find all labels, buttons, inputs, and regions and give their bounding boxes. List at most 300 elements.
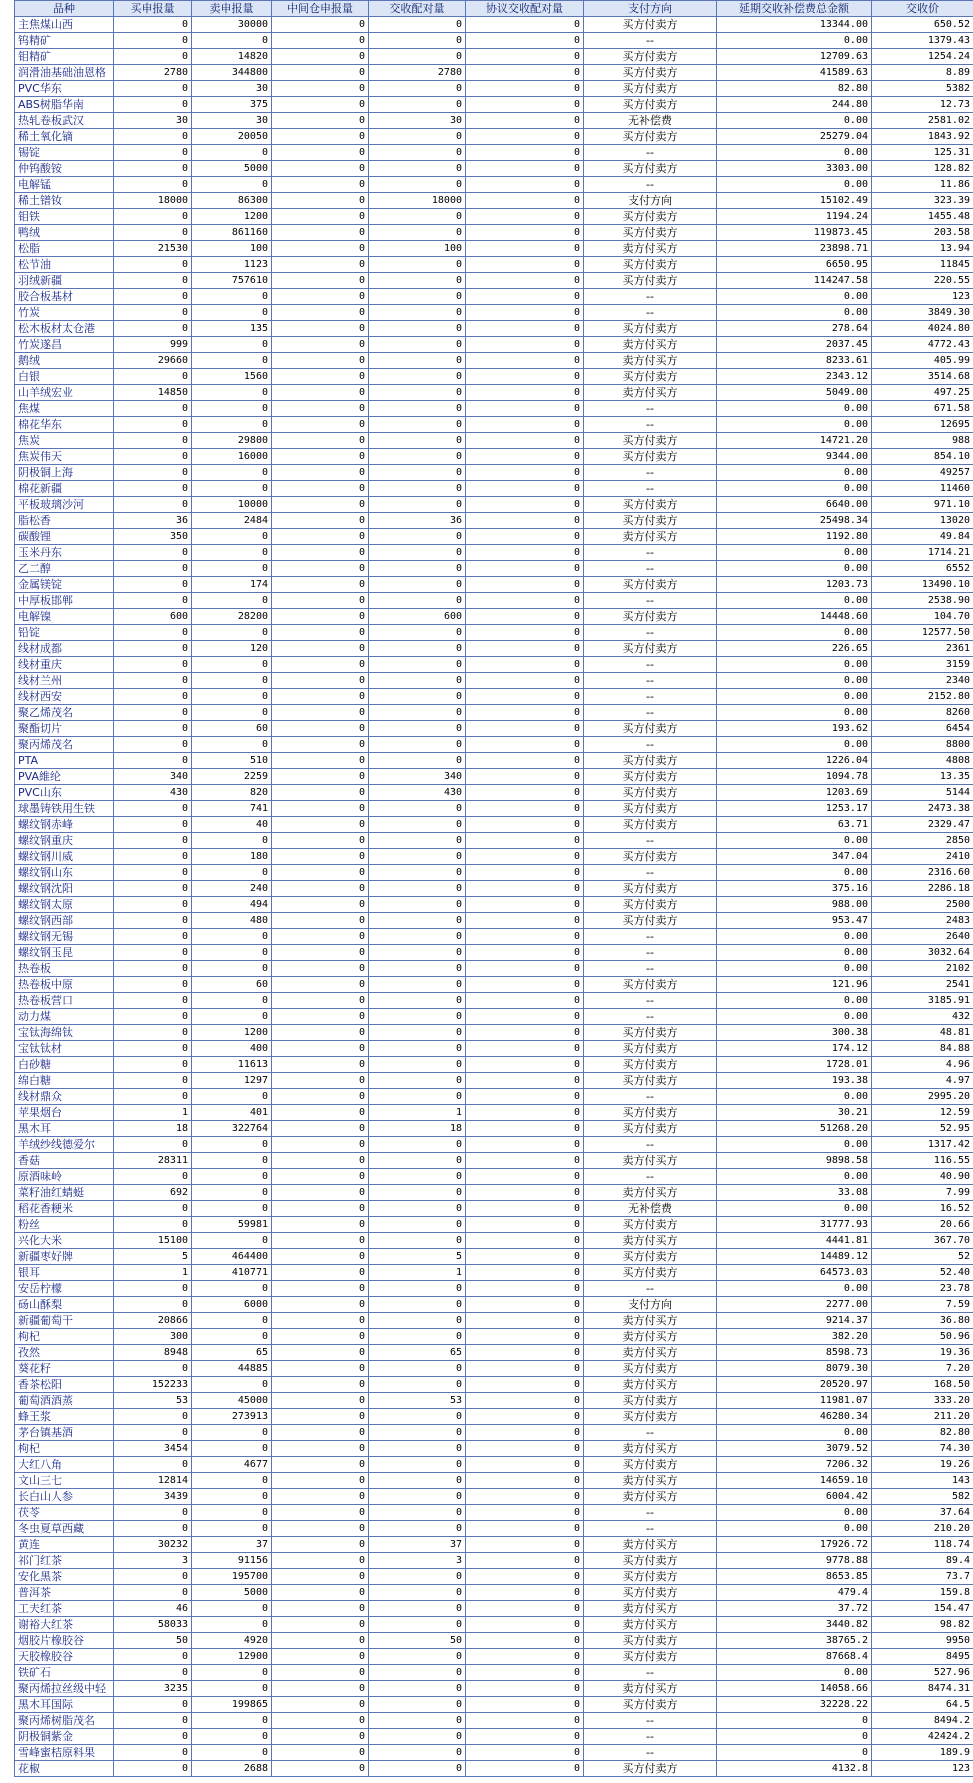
agreement-qty-cell: 0 [466,913,584,929]
sell-qty-cell: 2259 [192,769,272,785]
matched-qty-cell: 0 [369,673,466,689]
settlement-price-cell: 9950 [872,1633,973,1649]
matched-qty-cell: 0 [369,1025,466,1041]
table-row [15,1489,973,1505]
agreement-qty-cell: 0 [466,513,584,529]
settlement-price-cell: 4.97 [872,1073,973,1089]
buy-qty-cell: 3454 [114,1441,192,1457]
settlement-price-cell: 104.70 [872,609,973,625]
intermediate-qty-cell: 0 [272,1329,369,1345]
settlement-table-container [14,0,973,1777]
table-row [15,1265,973,1281]
intermediate-qty-cell: 0 [272,209,369,225]
settlement-price-cell: 8495 [872,1649,973,1665]
matched-qty-cell: 1 [369,1105,466,1121]
matched-qty-cell: 100 [369,241,466,257]
sell-qty-cell: 0 [192,177,272,193]
variety-cell: 焦炭 [15,433,114,449]
matched-qty-cell: 0 [369,257,466,273]
intermediate-qty-cell: 0 [272,1713,369,1729]
compensation-cell: 32228.22 [717,1697,872,1713]
payment-direction-cell: 卖方付买方 [584,1185,717,1201]
intermediate-qty-cell: 0 [272,593,369,609]
agreement-qty-cell: 0 [466,257,584,273]
settlement-price-cell: 3849.30 [872,305,973,321]
settlement-price-cell: 2541 [872,977,973,993]
matched-qty-cell: 0 [369,1457,466,1473]
variety-cell: 热卷板营口 [15,993,114,1009]
matched-qty-cell: 0 [369,961,466,977]
payment-direction-cell: -- [584,177,717,193]
table-row [15,1425,973,1441]
compensation-cell: 0.00 [717,1521,872,1537]
payment-direction-cell: 买方付卖方 [584,1761,717,1777]
table-row [15,897,973,913]
variety-cell: 茅台镇基酒 [15,1425,114,1441]
intermediate-qty-cell: 0 [272,273,369,289]
variety-cell: 仲钨酸铵 [15,161,114,177]
intermediate-qty-cell: 0 [272,1361,369,1377]
compensation-cell: 6004.42 [717,1489,872,1505]
agreement-qty-cell: 0 [466,1761,584,1777]
payment-direction-cell: -- [584,1281,717,1297]
compensation-cell: 2277.00 [717,1297,872,1313]
intermediate-qty-cell: 0 [272,1233,369,1249]
buy-qty-cell: 0 [114,305,192,321]
agreement-qty-cell: 0 [466,129,584,145]
compensation-cell: 382.20 [717,1329,872,1345]
matched-qty-cell: 0 [369,1057,466,1073]
agreement-qty-cell: 0 [466,1265,584,1281]
compensation-cell: 0.00 [717,545,872,561]
header-agreement-qty: 协议交收配对量 [466,1,584,17]
compensation-cell: 0.00 [717,737,872,753]
compensation-cell: 51268.20 [717,1121,872,1137]
intermediate-qty-cell: 0 [272,945,369,961]
compensation-cell: 4441.81 [717,1233,872,1249]
compensation-cell: 0.00 [717,593,872,609]
intermediate-qty-cell: 0 [272,1057,369,1073]
compensation-cell: 25498.34 [717,513,872,529]
payment-direction-cell: 买方付卖方 [584,753,717,769]
settlement-price-cell: 1714.21 [872,545,973,561]
compensation-cell: 14489.12 [717,1249,872,1265]
settlement-price-cell: 1254.24 [872,49,973,65]
intermediate-qty-cell: 0 [272,1489,369,1505]
variety-cell: 电解镍 [15,609,114,625]
matched-qty-cell: 0 [369,33,466,49]
table-row [15,961,973,977]
payment-direction-cell: 买方付卖方 [584,81,717,97]
payment-direction-cell: -- [584,1169,717,1185]
intermediate-qty-cell: 0 [272,1265,369,1281]
intermediate-qty-cell: 0 [272,177,369,193]
payment-direction-cell: 卖方付买方 [584,385,717,401]
agreement-qty-cell: 0 [466,161,584,177]
compensation-cell: 64573.03 [717,1265,872,1281]
sell-qty-cell: 0 [192,337,272,353]
compensation-cell: 14659.10 [717,1473,872,1489]
buy-qty-cell: 0 [114,417,192,433]
agreement-qty-cell: 0 [466,225,584,241]
buy-qty-cell: 3235 [114,1681,192,1697]
buy-qty-cell: 0 [114,833,192,849]
sell-qty-cell: 1560 [192,369,272,385]
intermediate-qty-cell: 0 [272,865,369,881]
settlement-price-cell: 1843.92 [872,129,973,145]
compensation-cell: 114247.58 [717,273,872,289]
buy-qty-cell: 0 [114,545,192,561]
settlement-price-cell: 5144 [872,785,973,801]
table-row [15,625,973,641]
table-row [15,1633,973,1649]
variety-cell: 茯苓 [15,1505,114,1521]
sell-qty-cell: 14820 [192,49,272,65]
variety-cell: 宝钛钛材 [15,1041,114,1057]
table-row [15,1521,973,1537]
intermediate-qty-cell: 0 [272,145,369,161]
matched-qty-cell: 0 [369,1297,466,1313]
matched-qty-cell: 0 [369,801,466,817]
agreement-qty-cell: 0 [466,385,584,401]
intermediate-qty-cell: 0 [272,1601,369,1617]
matched-qty-cell: 0 [369,1665,466,1681]
settlement-price-cell: 2361 [872,641,973,657]
payment-direction-cell: 支付方向 [584,193,717,209]
variety-cell: PVC华东 [15,81,114,97]
buy-qty-cell: 0 [114,897,192,913]
agreement-qty-cell: 0 [466,1249,584,1265]
buy-qty-cell: 340 [114,769,192,785]
settlement-price-cell: 13.94 [872,241,973,257]
sell-qty-cell: 100 [192,241,272,257]
sell-qty-cell: 0 [192,1313,272,1329]
settlement-price-cell: 8800 [872,737,973,753]
payment-direction-cell: 买方付卖方 [584,1265,717,1281]
compensation-cell: 0.00 [717,289,872,305]
table-row [15,737,973,753]
settlement-price-cell: 2102 [872,961,973,977]
payment-direction-cell: 买方付卖方 [584,977,717,993]
sell-qty-cell: 0 [192,385,272,401]
intermediate-qty-cell: 0 [272,1745,369,1761]
sell-qty-cell: 0 [192,1505,272,1521]
compensation-cell: 1192.80 [717,529,872,545]
intermediate-qty-cell: 0 [272,321,369,337]
intermediate-qty-cell: 0 [272,977,369,993]
table-row [15,465,973,481]
sell-qty-cell: 30 [192,81,272,97]
table-row [15,497,973,513]
intermediate-qty-cell: 0 [272,33,369,49]
variety-cell: 脂松香 [15,513,114,529]
variety-cell: 花椒 [15,1761,114,1777]
sell-qty-cell: 60 [192,977,272,993]
buy-qty-cell: 0 [114,289,192,305]
variety-cell: 新疆枣好牌 [15,1249,114,1265]
variety-cell: 竹炭 [15,305,114,321]
buy-qty-cell: 0 [114,1217,192,1233]
sell-qty-cell: 344800 [192,65,272,81]
agreement-qty-cell: 0 [466,209,584,225]
matched-qty-cell: 0 [369,321,466,337]
settlement-price-cell: 13020 [872,513,973,529]
payment-direction-cell: 卖方付买方 [584,1617,717,1633]
buy-qty-cell: 0 [114,481,192,497]
intermediate-qty-cell: 0 [272,385,369,401]
variety-cell: 羽绒新疆 [15,273,114,289]
settlement-price-cell: 8474.31 [872,1681,973,1697]
compensation-cell: 0.00 [717,177,872,193]
intermediate-qty-cell: 0 [272,513,369,529]
payment-direction-cell: 买方付卖方 [584,641,717,657]
sell-qty-cell: 174 [192,577,272,593]
intermediate-qty-cell: 0 [272,1009,369,1025]
compensation-cell: 1094.78 [717,769,872,785]
buy-qty-cell: 12814 [114,1473,192,1489]
buy-qty-cell: 0 [114,1297,192,1313]
payment-direction-cell: 卖方付买方 [584,1489,717,1505]
settlement-price-cell: 203.58 [872,225,973,241]
matched-qty-cell: 2780 [369,65,466,81]
agreement-qty-cell: 0 [466,1153,584,1169]
settlement-price-cell: 123 [872,1761,973,1777]
compensation-cell: 0 [717,1713,872,1729]
settlement-price-cell: 8260 [872,705,973,721]
sell-qty-cell: 0 [192,705,272,721]
table-row [15,689,973,705]
agreement-qty-cell: 0 [466,497,584,513]
matched-qty-cell: 0 [369,1617,466,1633]
settlement-price-cell: 7.20 [872,1361,973,1377]
settlement-price-cell: 671.58 [872,401,973,417]
agreement-qty-cell: 0 [466,1729,584,1745]
buy-qty-cell: 0 [114,705,192,721]
variety-cell: 松脂 [15,241,114,257]
sell-qty-cell: 0 [192,689,272,705]
buy-qty-cell: 0 [114,1569,192,1585]
buy-qty-cell: 0 [114,1281,192,1297]
settlement-price-cell: 4.96 [872,1057,973,1073]
table-row [15,385,973,401]
buy-qty-cell: 0 [114,1521,192,1537]
compensation-cell: 37.72 [717,1601,872,1617]
buy-qty-cell: 0 [114,1009,192,1025]
variety-cell: 聚丙烯树脂茂名 [15,1713,114,1729]
matched-qty-cell: 0 [369,17,466,33]
table-row [15,1585,973,1601]
header-compensation-total: 延期交收补偿费总金额 [717,1,872,17]
matched-qty-cell: 0 [369,705,466,721]
table-row [15,1137,973,1153]
compensation-cell: 8079.30 [717,1361,872,1377]
matched-qty-cell: 0 [369,545,466,561]
agreement-qty-cell: 0 [466,945,584,961]
intermediate-qty-cell: 0 [272,257,369,273]
compensation-cell: 12709.63 [717,49,872,65]
compensation-cell: 14058.66 [717,1681,872,1697]
sell-qty-cell: 5000 [192,1585,272,1601]
settlement-price-cell: 123 [872,289,973,305]
settlement-price-cell: 84.88 [872,1041,973,1057]
compensation-cell: 0.00 [717,1169,872,1185]
settlement-price-cell: 7.59 [872,1297,973,1313]
table-row [15,1041,973,1057]
payment-direction-cell: 买方付卖方 [584,225,717,241]
compensation-cell: 87668.4 [717,1649,872,1665]
sell-qty-cell: 375 [192,97,272,113]
matched-qty-cell: 0 [369,1089,466,1105]
compensation-cell: 0.00 [717,705,872,721]
settlement-price-cell: 42424.2 [872,1729,973,1745]
sell-qty-cell: 0 [192,401,272,417]
variety-cell: PVC山东 [15,785,114,801]
variety-cell: 胶合板基材 [15,289,114,305]
sell-qty-cell: 91156 [192,1553,272,1569]
intermediate-qty-cell: 0 [272,1345,369,1361]
settlement-price-cell: 189.9 [872,1745,973,1761]
payment-direction-cell: -- [584,689,717,705]
settlement-price-cell: 8.89 [872,65,973,81]
table-row [15,241,973,257]
sell-qty-cell: 510 [192,753,272,769]
variety-cell: 鸭绒 [15,225,114,241]
matched-qty-cell: 0 [369,1473,466,1489]
buy-qty-cell: 0 [114,449,192,465]
settlement-price-cell: 4024.80 [872,321,973,337]
agreement-qty-cell: 0 [466,1617,584,1633]
table-row [15,1089,973,1105]
payment-direction-cell: -- [584,1745,717,1761]
intermediate-qty-cell: 0 [272,1217,369,1233]
compensation-cell: 7206.32 [717,1457,872,1473]
agreement-qty-cell: 0 [466,1073,584,1089]
agreement-qty-cell: 0 [466,241,584,257]
buy-qty-cell: 1 [114,1105,192,1121]
agreement-qty-cell: 0 [466,865,584,881]
table-row [15,1569,973,1585]
settlement-price-cell: 6552 [872,561,973,577]
variety-cell: 螺纹钢玉昆 [15,945,114,961]
compensation-cell: 82.80 [717,81,872,97]
intermediate-qty-cell: 0 [272,65,369,81]
compensation-cell: 0.00 [717,465,872,481]
agreement-qty-cell: 0 [466,689,584,705]
intermediate-qty-cell: 0 [272,1617,369,1633]
variety-cell: 主焦煤山西 [15,17,114,33]
variety-cell: 铁矿石 [15,1665,114,1681]
matched-qty-cell: 0 [369,1425,466,1441]
payment-direction-cell: 买方付卖方 [584,721,717,737]
settlement-price-cell: 8494.2 [872,1713,973,1729]
settlement-price-cell: 2640 [872,929,973,945]
sell-qty-cell: 464400 [192,1249,272,1265]
compensation-cell: 9778.88 [717,1553,872,1569]
matched-qty-cell: 0 [369,1409,466,1425]
settlement-price-cell: 1379.43 [872,33,973,49]
settlement-price-cell: 3032.64 [872,945,973,961]
settlement-price-cell: 12577.50 [872,625,973,641]
matched-qty-cell: 0 [369,833,466,849]
matched-qty-cell: 0 [369,209,466,225]
intermediate-qty-cell: 0 [272,529,369,545]
agreement-qty-cell: 0 [466,465,584,481]
sell-qty-cell: 0 [192,625,272,641]
compensation-cell: 244.80 [717,97,872,113]
agreement-qty-cell: 0 [466,801,584,817]
table-row [15,1377,973,1393]
agreement-qty-cell: 0 [466,961,584,977]
table-row [15,721,973,737]
intermediate-qty-cell: 0 [272,1153,369,1169]
variety-cell: 祁门红茶 [15,1553,114,1569]
variety-cell: 谢裕大红茶 [15,1617,114,1633]
payment-direction-cell: -- [584,961,717,977]
agreement-qty-cell: 0 [466,977,584,993]
buy-qty-cell: 0 [114,177,192,193]
agreement-qty-cell: 0 [466,529,584,545]
sell-qty-cell: 0 [192,1153,272,1169]
agreement-qty-cell: 0 [466,1041,584,1057]
settlement-price-cell: 582 [872,1489,973,1505]
intermediate-qty-cell: 0 [272,817,369,833]
compensation-cell: 119873.45 [717,225,872,241]
table-row [15,513,973,529]
payment-direction-cell: -- [584,833,717,849]
payment-direction-cell: 卖方付买方 [584,1441,717,1457]
payment-direction-cell: -- [584,305,717,321]
variety-cell: 阴极铜上海 [15,465,114,481]
compensation-cell: 0.00 [717,673,872,689]
agreement-qty-cell: 0 [466,753,584,769]
settlement-price-cell: 3185.91 [872,993,973,1009]
sell-qty-cell: 4920 [192,1633,272,1649]
compensation-cell: 5049.00 [717,385,872,401]
variety-cell: 棉花华东 [15,417,114,433]
buy-qty-cell: 18000 [114,193,192,209]
intermediate-qty-cell: 0 [272,1569,369,1585]
variety-cell: 铅锭 [15,625,114,641]
sell-qty-cell: 0 [192,529,272,545]
variety-cell: 砀山酥梨 [15,1297,114,1313]
agreement-qty-cell: 0 [466,1553,584,1569]
sell-qty-cell: 0 [192,1521,272,1537]
intermediate-qty-cell: 0 [272,481,369,497]
sell-qty-cell: 0 [192,545,272,561]
sell-qty-cell: 820 [192,785,272,801]
variety-cell: 聚丙烯茂名 [15,737,114,753]
matched-qty-cell: 0 [369,817,466,833]
agreement-qty-cell: 0 [466,321,584,337]
buy-qty-cell: 0 [114,225,192,241]
intermediate-qty-cell: 0 [272,1089,369,1105]
payment-direction-cell: 买方付卖方 [584,1409,717,1425]
intermediate-qty-cell: 0 [272,1473,369,1489]
compensation-cell: 3079.52 [717,1441,872,1457]
matched-qty-cell: 0 [369,401,466,417]
compensation-cell: 0.00 [717,401,872,417]
intermediate-qty-cell: 0 [272,1409,369,1425]
settlement-price-cell: 4772.43 [872,337,973,353]
agreement-qty-cell: 0 [466,625,584,641]
table-row [15,609,973,625]
compensation-cell: 347.04 [717,849,872,865]
matched-qty-cell: 0 [369,641,466,657]
agreement-qty-cell: 0 [466,1393,584,1409]
variety-cell: 长白山人参 [15,1489,114,1505]
agreement-qty-cell: 0 [466,897,584,913]
compensation-cell: 193.62 [717,721,872,737]
